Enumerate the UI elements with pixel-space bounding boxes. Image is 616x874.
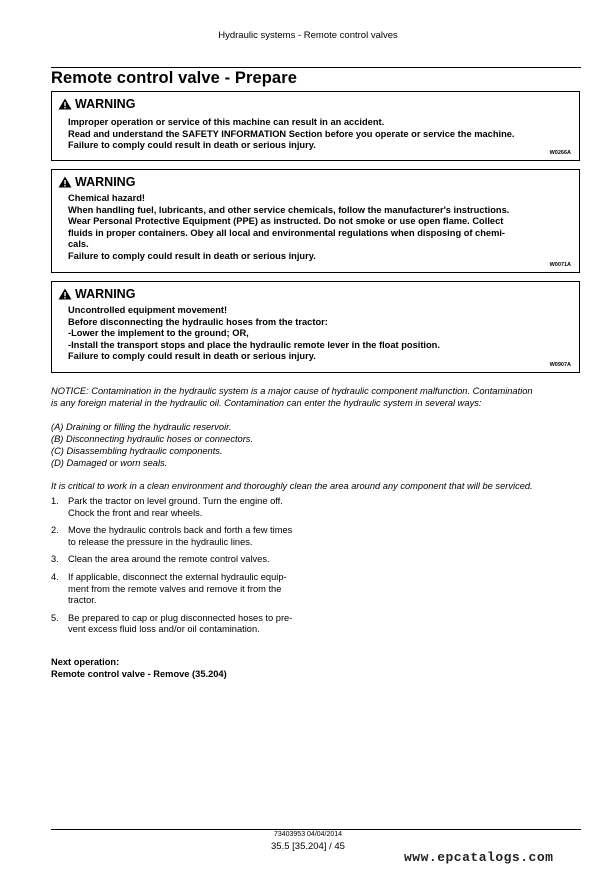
page-title: Remote control valve - Prepare (51, 69, 298, 87)
footer-page-number: 35.5 [35.204] / 45 (271, 841, 345, 852)
warning-text (68, 305, 567, 363)
warning-line: Failure to comply could result in death or serious injury. (68, 351, 316, 362)
warning-line: -Lower the implement to the ground; OR, (68, 328, 249, 339)
warning-triangle-icon (58, 98, 72, 110)
warning-line: Failure to comply could result in death or serious injury. (68, 250, 316, 261)
list-item: (B) Disconnecting hydraulic hoses or connectors. (51, 434, 254, 444)
footer-rule (51, 829, 581, 830)
warning-text (68, 117, 567, 152)
step-line: tractor. (68, 595, 97, 606)
watermark: www.epcatalogs.com (404, 850, 554, 865)
step-1 (51, 496, 331, 519)
procedure-steps (51, 496, 331, 642)
warning-label: WARNING (75, 175, 136, 189)
warning-line: Before disconnecting the hydraulic hoses from the tractor: (68, 316, 328, 327)
warning-box-3 (51, 281, 580, 373)
warning-label: WARNING (75, 287, 136, 301)
step-line: Move the hydraulic controls back and forth a few times (68, 525, 293, 536)
title-rule (51, 67, 581, 68)
step-5 (51, 613, 331, 636)
warning-line: Chemical hazard! (68, 193, 145, 203)
step-2 (51, 525, 331, 548)
step-number: 3. (51, 554, 59, 565)
footer-document-id: 73403953 04/04/2014 (273, 831, 343, 838)
step-line: Chock the front and rear wheels. (68, 507, 203, 518)
warning-line: Improper operation or service of this machine can result in an accident. (68, 117, 385, 127)
warning-code: W0907A (549, 362, 571, 368)
notice-line: is any foreign material in the hydraulic oil. Contamination can enter the hydraulic system in several ways: (51, 398, 482, 408)
warning-line: Failure to comply could result in death or serious injury. (68, 140, 316, 151)
step-3 (51, 554, 331, 566)
warning-line: fluids in proper containers. Obey all local and environmental regulations when disposing of chemi- (68, 227, 506, 238)
step-4 (51, 572, 331, 607)
step-line: Park the tractor on level ground. Turn the engine off. (68, 496, 283, 506)
warning-triangle-icon (58, 288, 72, 300)
warning-heading (58, 175, 135, 189)
warning-line: cals. (68, 239, 89, 250)
warning-box-2 (51, 169, 580, 273)
step-number: 5. (51, 612, 59, 623)
step-line: to release the pressure in the hydraulic lines. (68, 536, 253, 547)
step-line: Be prepared to cap or plug disconnected hoses to pre- (68, 612, 293, 623)
warning-triangle-icon (58, 176, 72, 188)
warning-line: When handling fuel, lubricants, and other service chemicals, follow the manufacturer's instructions. (68, 204, 510, 215)
warning-box-1 (51, 91, 580, 161)
step-line: If applicable, disconnect the external hydraulic equip- (68, 571, 287, 582)
warning-label: WARNING (75, 97, 136, 111)
contamination-ways-list (51, 421, 583, 469)
next-operation-label: Next operation: (51, 657, 120, 667)
critical-note: It is critical to work in a clean environment and thoroughly clean the area around any component that will be serviced. (51, 481, 533, 491)
warning-text (68, 193, 567, 263)
list-item: (A) Draining or filling the hydraulic reservoir. (51, 422, 232, 432)
running-header: Hydraulic systems - Remote control valves (218, 30, 398, 41)
warning-heading (58, 287, 135, 301)
list-item: (C) Disassembling hydraulic components. (51, 446, 223, 456)
warning-line: Wear Personal Protective Equipment (PPE) as instructed. Do not smoke or use open flame. Collect (68, 216, 504, 227)
notice-paragraph (51, 385, 583, 409)
list-item: (D) Damaged or worn seals. (51, 458, 168, 468)
next-operation (51, 657, 227, 680)
step-line: ment from the remote valves and remove it from the (68, 583, 282, 594)
warning-code: W0266A (549, 150, 571, 156)
step-line: Clean the area around the remote control valves. (68, 554, 270, 565)
notice-line: NOTICE: Contamination in the hydraulic system is a major cause of hydraulic component malfunction. Contamination (51, 386, 533, 396)
step-number: 1. (51, 496, 59, 506)
warning-line: Uncontrolled equipment movement! (68, 305, 228, 315)
next-operation-link[interactable]: Remote control valve - Remove (35.204) (51, 668, 227, 679)
warning-code: W0071A (549, 262, 571, 268)
warning-line: -Install the transport stops and place the hydraulic remote lever in the float position. (68, 339, 440, 350)
warning-line: Read and understand the SAFETY INFORMATION Section before you operate or service the machine. (68, 128, 515, 139)
warning-heading (58, 97, 135, 111)
step-number: 4. (51, 571, 59, 582)
step-line: vent excess fluid loss and/or oil contamination. (68, 624, 260, 635)
step-number: 2. (51, 525, 59, 536)
